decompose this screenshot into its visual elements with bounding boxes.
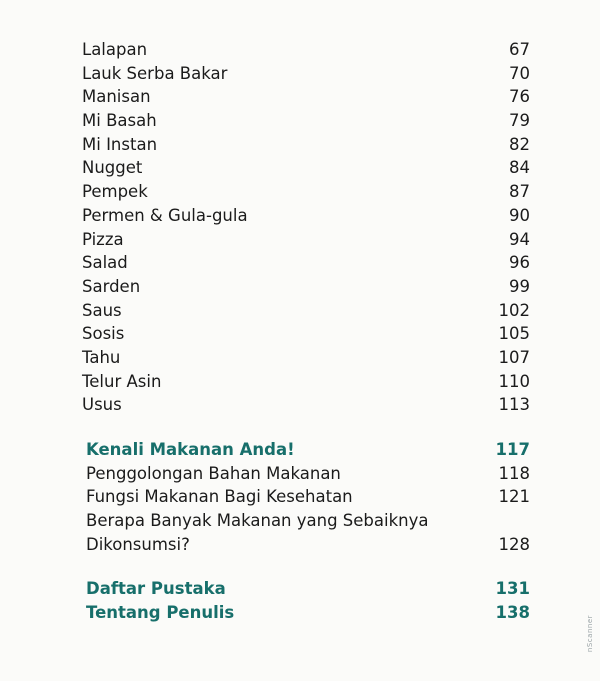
toc-entry-page: 90: [509, 205, 530, 225]
toc-entry-label: Tahu: [82, 347, 121, 367]
toc-entry-label: Berapa Banyak Makanan yang Sebaiknya Dikonsumsi?: [86, 511, 429, 554]
toc-entry-mi-instan: [82, 133, 530, 157]
toc-entry-nugget: [82, 156, 530, 180]
toc-entry-tahu: [82, 346, 530, 370]
toc-section-daftar-pustaka: [82, 577, 530, 601]
toc-entry-mi-basah: [82, 109, 530, 133]
toc-entry-lalapan: [82, 38, 530, 62]
toc-entry-label: Lauk Serba Bakar: [82, 63, 228, 83]
toc-entry-page: 121: [498, 487, 530, 507]
scan-watermark: nScanner: [586, 615, 594, 653]
section-spacer: [82, 417, 530, 438]
toc-entry-page: 128: [498, 534, 530, 554]
toc-entry-label: Sarden: [82, 276, 141, 296]
toc-entry-label: Salad: [82, 253, 128, 273]
toc-entry-page: 67: [509, 40, 530, 59]
toc-entry-page: 105: [498, 324, 530, 344]
toc-entry-permen-gula-gula: [82, 204, 530, 228]
toc-entry-page: 87: [509, 182, 530, 202]
toc-section-title: Kenali Makanan Anda!: [86, 440, 295, 459]
toc-entry-page: 84: [509, 158, 530, 178]
toc-entry-label: Nugget: [82, 158, 143, 178]
toc-entry-sarden: [82, 275, 530, 299]
toc-entry-page: 99: [509, 276, 530, 296]
toc-section-page: 138: [495, 603, 530, 623]
toc-entry-label: Permen & Gula-gula: [82, 205, 248, 225]
toc-entry-telur-asin: [82, 370, 530, 394]
toc-entry-page: 102: [498, 300, 530, 320]
toc-entry-fungsi-makanan: [82, 485, 530, 509]
toc-entry-label: Fungsi Makanan Bagi Kesehatan: [86, 487, 353, 507]
section-spacer: [82, 556, 530, 577]
table-of-contents: [82, 38, 530, 625]
toc-entry-label: Saus: [82, 300, 122, 320]
toc-entry-label: Pempek: [82, 182, 148, 202]
toc-entry-page: 110: [498, 371, 530, 391]
toc-entry-page: 76: [509, 87, 530, 107]
toc-entry-page: 70: [509, 63, 530, 83]
toc-section-page: 117: [495, 440, 530, 459]
toc-entry-pizza: [82, 228, 530, 252]
toc-section-page: 131: [495, 579, 530, 599]
toc-entry-label: Telur Asin: [82, 371, 162, 391]
toc-entry-label: Pizza: [82, 229, 124, 249]
toc-entry-page: 79: [509, 111, 530, 131]
toc-entry-label: Sosis: [82, 324, 125, 344]
toc-entry-berapa-banyak: [82, 509, 530, 556]
toc-section-title: Tentang Penulis: [86, 603, 235, 623]
toc-section-title: Daftar Pustaka: [86, 579, 226, 599]
toc-entry-manisan: [82, 85, 530, 109]
toc-entry-saus: [82, 299, 530, 323]
toc-entry-label: Mi Basah: [82, 111, 157, 131]
toc-section-kenali-makanan: [82, 438, 530, 462]
toc-entry-penggolongan: [82, 462, 530, 486]
toc-entry-page: 113: [498, 395, 530, 415]
toc-entry-usus: [82, 393, 530, 417]
toc-entry-page: 107: [498, 347, 530, 367]
toc-entry-label: Manisan: [82, 87, 151, 107]
toc-entry-lauk-serba-bakar: [82, 62, 530, 86]
toc-entry-pempek: [82, 180, 530, 204]
toc-entry-label: Usus: [82, 395, 122, 415]
toc-entry-page: 94: [509, 229, 530, 249]
toc-entry-page: 96: [509, 253, 530, 273]
toc-entry-label: Lalapan: [82, 40, 148, 59]
toc-entry-page: 82: [509, 134, 530, 154]
toc-entry-label: Penggolongan Bahan Makanan: [86, 463, 341, 483]
toc-entry-page: 118: [498, 463, 530, 483]
toc-entry-salad: [82, 251, 530, 275]
toc-entry-label: Mi Instan: [82, 134, 158, 154]
toc-entry-sosis: [82, 322, 530, 346]
toc-section-tentang-penulis: [82, 601, 530, 625]
